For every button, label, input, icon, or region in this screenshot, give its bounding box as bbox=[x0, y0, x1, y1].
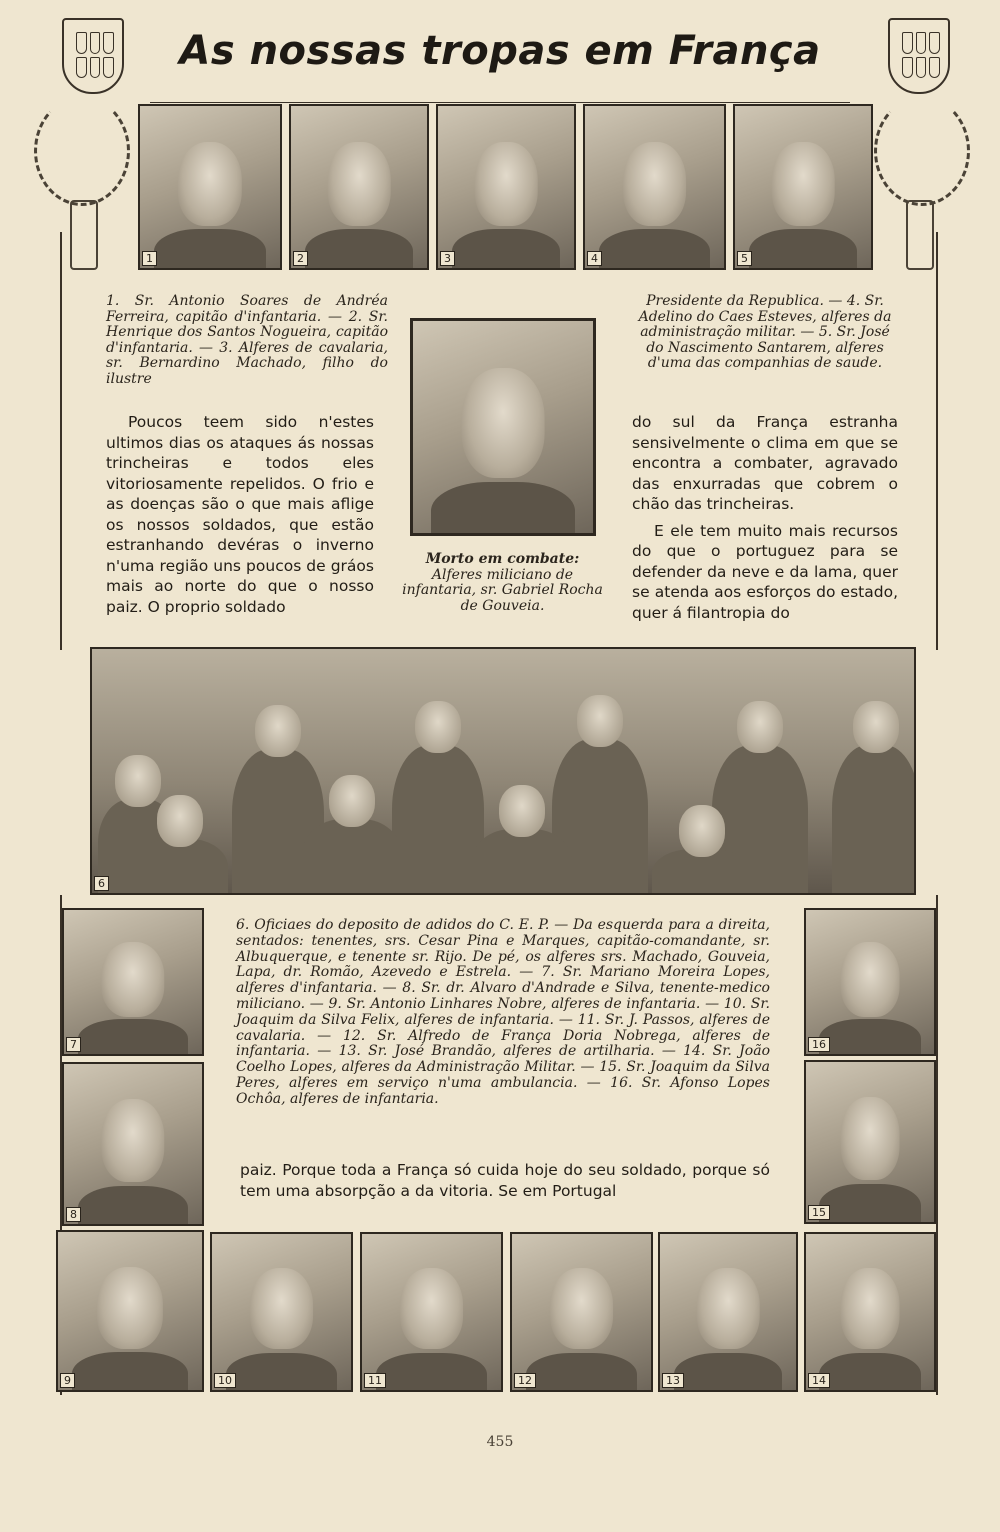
caption-top-right: Presidente da Republica. — 4. Sr. Adelino do Caes Esteves, alferes da administração militar. — 5. Sr. José do Nascimento Santarem, alferes d'uma das companhias de saude. bbox=[638, 293, 892, 371]
laurel-wreath-right-icon bbox=[874, 96, 970, 206]
photo-number: 9 bbox=[60, 1373, 75, 1388]
photo-number: 15 bbox=[808, 1205, 830, 1220]
photo-number: 11 bbox=[364, 1373, 386, 1388]
killed-in-combat-text: Alferes miliciano de infantaria, sr. Gabriel Rocha de Gouveia. bbox=[402, 566, 603, 614]
portrait-14 bbox=[804, 1232, 936, 1392]
photo-number: 8 bbox=[66, 1207, 81, 1222]
portrait-10 bbox=[210, 1232, 353, 1392]
article-paragraph: paiz. Porque toda a França só cuida hoje do seu soldado, porque só tem uma absorpção a da vitoria. Se em Portugal bbox=[240, 1161, 770, 1200]
killed-in-combat-caption bbox=[400, 552, 605, 614]
photo-number: 13 bbox=[662, 1373, 684, 1388]
article-paragraph: Poucos teem sido n'estes ultimos dias os ataques ás nossas trincheiras e todos eles vitoriosamente repelidos. O frio e as doenças são o que mais aflige os nossos soldados, que estão estranhando devéras o inverno n'uma região uns poucos de gráos mais ao norte do que o nosso paiz. O proprio soldado bbox=[106, 413, 374, 616]
photo-number: 5 bbox=[737, 251, 752, 266]
page-title: As nossas tropas em França bbox=[179, 28, 821, 74]
photo-number: 14 bbox=[808, 1373, 830, 1388]
photo-number: 16 bbox=[808, 1037, 830, 1052]
article-column-right bbox=[632, 412, 898, 629]
caption-top-left: 1. Sr. Antonio Soares de Andréa Ferreira, capitão d'infantaria. — 2. Sr. Henrique dos Santos Nogueira, capitão d'infantaria. — 3. Alferes de cavalaria, sr. Bernardino Machado, filho do ilustre bbox=[106, 293, 388, 387]
frame-right-line bbox=[936, 232, 938, 650]
portrait-16 bbox=[804, 908, 936, 1056]
portrait-5 bbox=[733, 104, 873, 270]
caption-group-and-portraits: 6. Oficiaes do deposito de adidos do C. E. P. — Da esquerda para a direita, sentados: tenentes, srs. Cesar Pina e Marques, capitão-comandante, sr. Albuquerque, e tenente sr. Rijo. De pé, os alferes srs. Machado, Gouveia, Lapa, dr. Romão, Azevedo e Estrela. — 7. Sr. Mariano Moreira Lopes, alferes d'infantaria. — 8. Sr. dr. Alvaro d'Andrade e Silva, tenente-medico miliciano. — 9. Sr. Antonio Linhares Nobre, alferes de infantaria. — 10. Sr. Joaquim da Silva Felix, alferes de infantaria. — 11. Sr. J. Passos, alferes de cavalaria. — 12. Sr. Alfredo de França Doria Nobrega, alferes de infantaria. — 13. Sr. José Brandão, alferes de artilharia. — 14. Sr. João Coelho Lopes, alferes da Administração Militar. — 15. Sr. Joaquim da Silva Peres, alferes em serviço n'uma ambulancia. — 16. Sr. Afonso Lopes Ochôa, alferes de infantaria. bbox=[236, 917, 770, 1107]
photo-number: 2 bbox=[293, 251, 308, 266]
portrait-13 bbox=[658, 1232, 798, 1392]
laurel-wreath-left-icon bbox=[34, 96, 130, 206]
portrait-killed-in-combat bbox=[410, 318, 596, 536]
group-photo-officers bbox=[90, 647, 916, 895]
portrait-9 bbox=[56, 1230, 204, 1392]
photo-number: 3 bbox=[440, 251, 455, 266]
photo-number: 12 bbox=[514, 1373, 536, 1388]
portrait-8 bbox=[62, 1062, 204, 1226]
killed-in-combat-label: Morto em combate: bbox=[425, 551, 580, 567]
photo-number: 6 bbox=[94, 876, 109, 891]
article-continuation bbox=[240, 1160, 770, 1207]
coat-of-arms-left-icon bbox=[62, 18, 124, 94]
photo-number: 1 bbox=[142, 251, 157, 266]
portrait-12 bbox=[510, 1232, 653, 1392]
portrait-11 bbox=[360, 1232, 503, 1392]
coat-of-arms-right-icon bbox=[888, 18, 950, 94]
portrait-7 bbox=[62, 908, 204, 1056]
ribbon-right-icon bbox=[906, 200, 934, 270]
portrait-2 bbox=[289, 104, 429, 270]
ribbon-left-icon bbox=[70, 200, 98, 270]
portrait-3 bbox=[436, 104, 576, 270]
photo-number: 10 bbox=[214, 1373, 236, 1388]
page-number: 455 bbox=[486, 1434, 514, 1450]
portrait-15 bbox=[804, 1060, 936, 1224]
portrait-4 bbox=[583, 104, 726, 270]
frame-left-line bbox=[60, 232, 62, 650]
article-paragraph: E ele tem muito mais recursos do que o portuguez para se defender da neve e da lama, quer se atenda aos esforços do estado, quer á filantropia do bbox=[632, 521, 898, 622]
frame-bottom-right-line bbox=[936, 895, 938, 1395]
portrait-1 bbox=[138, 104, 282, 270]
article-paragraph: do sul da França estranha sensivelmente o clima em que se encontra a combater, agravado das enxurradas que cobrem o chão das trincheiras. bbox=[632, 413, 898, 513]
article-column-left bbox=[106, 412, 374, 623]
frame-top-line bbox=[150, 102, 850, 103]
photo-number: 4 bbox=[587, 251, 602, 266]
photo-number: 7 bbox=[66, 1037, 81, 1052]
